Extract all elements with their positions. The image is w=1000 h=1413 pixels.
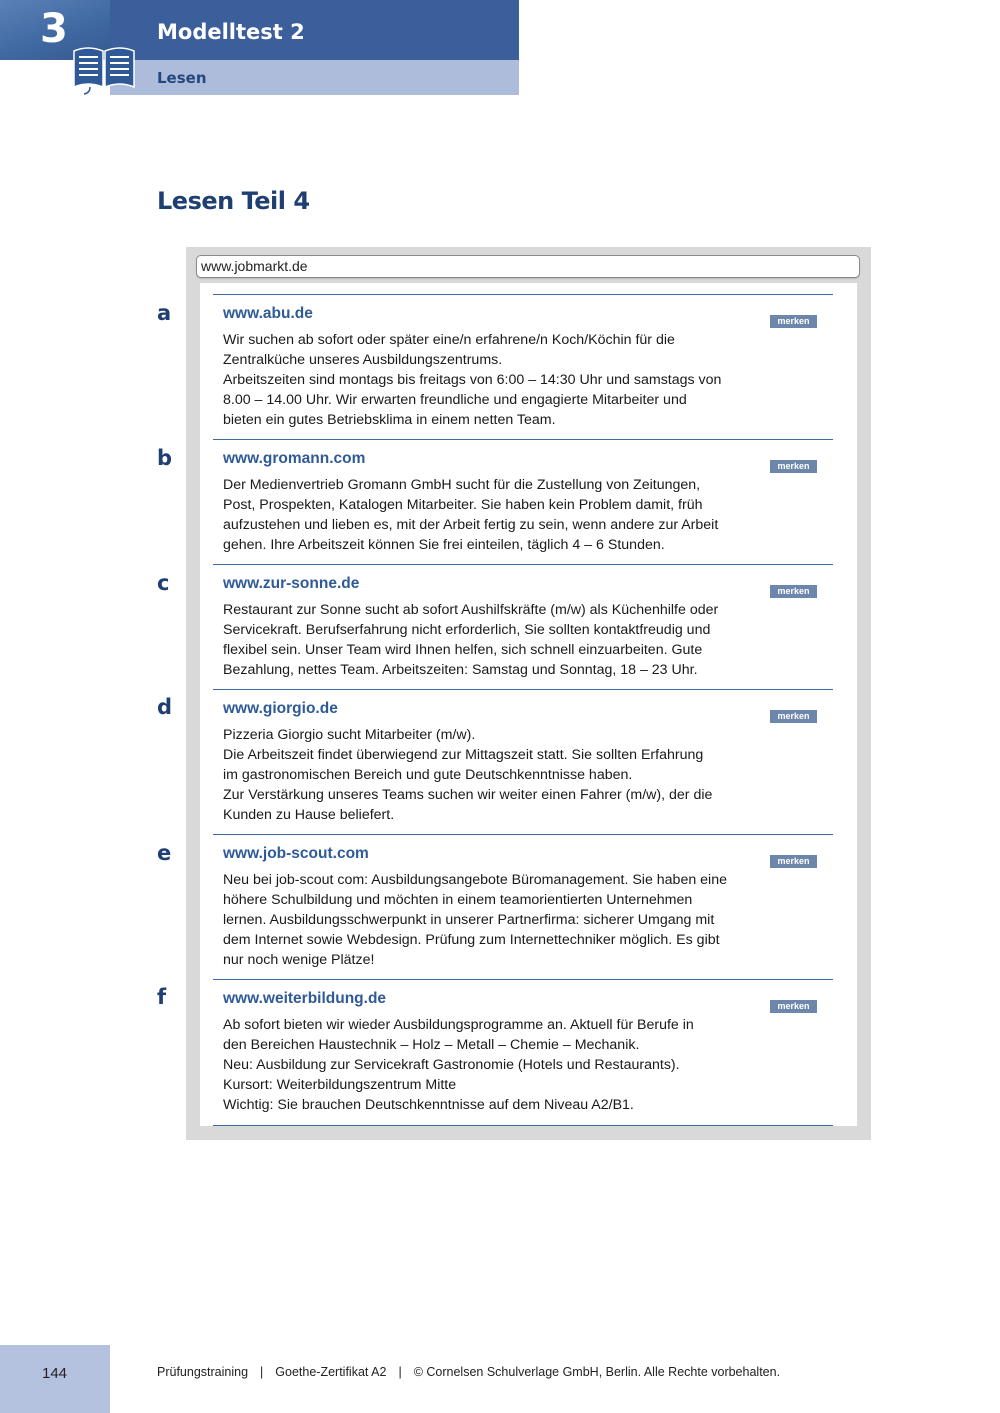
address-bar[interactable] (196, 255, 860, 278)
header-title-bar (110, 0, 519, 60)
ad-text: Restaurant zur Sonne sucht ab sofort Aushilfskräfte (m/w) als Küchenhilfe oder Servicekraft. Berufserfahrung nicht erforderlich, Sie sollten kontaktfreudig und flexibel sein. Unser Team wird Ihnen helfen, sich schnell einzuarbeiten. Gute Bezahlung, nettes Team. Arbeitszeiten: Samstag und Sonntag, 18 – 23 Uhr. (223, 602, 719, 678)
page-number: 144 (42, 1365, 68, 1382)
merken-button[interactable]: merken (770, 460, 817, 473)
ad-text: Pizzeria Giorgio sucht Mitarbeiter (m/w). Die Arbeitszeit findet überwiegend zur Mittagszeit statt. Sie sollten Erfahrung im gastronomischen Bereich und gute Deutschkenntnisse haben. Zur Verstärkung unseres Teams suchen wir weiter einen Fahrer (m/w), der die Kunden zu Hause beliefert. (223, 727, 713, 823)
ad-letter-e: e (157, 841, 172, 865)
ad-url[interactable]: www.zur-sonne.de (223, 575, 360, 592)
merken-button[interactable]: merken (770, 315, 817, 328)
ad-letter-a: a (157, 301, 172, 325)
ad-url[interactable]: www.giorgio.de (223, 700, 338, 717)
merken-button[interactable]: merken (770, 1000, 817, 1013)
ad-text: Neu bei job-scout com: Ausbildungsangebote Büromanagement. Sie haben eine höhere Schulbildung und möchten in einem teamorientierten Unternehmen lernen. Ausbildungsschwerpunkt in unserer Partnerfirma: sicherer Umgang mit dem Internet sowie Webdesign. Prüfung zum Internettechniker möglich. Es gibt nur noch wenige Plätze! (223, 872, 727, 968)
ad-text: Wir suchen ab sofort oder später eine/n erfahrene/n Koch/Köchin für die Zentralküche unseres Ausbildungszentrums. Arbeitszeiten sind montags bis freitags von 6:00 – 14:30 Uhr und samstags von 8.00 – 14.00 Uhr. Wir erwarten freundliche und engagierte Mitarbeiter und bieten ein gutes Betriebsklima in einem netten Team. (223, 332, 722, 428)
merken-button[interactable]: merken (770, 585, 817, 598)
merken-button[interactable]: merken (770, 855, 817, 868)
ad-url[interactable]: www.abu.de (223, 305, 313, 322)
footer-part-1: Prüfungstraining (157, 1365, 249, 1379)
ad-letter-c: c (157, 571, 170, 595)
job-ad-e (213, 834, 833, 980)
open-book-icon (70, 43, 138, 95)
list-end-divider (213, 1125, 833, 1126)
ad-letter-b: b (157, 446, 173, 470)
ad-text: Der Medienvertrieb Gromann GmbH sucht für die Zustellung von Zeitungen, Post, Prospekten, Katalogen Mitarbeiter. Sie haben kein Problem damit, früh aufzustehen und lieben es, mit der Arbeit fertig zu sein, wenn andere zur Arbeit gehen. Ihre Arbeitszeit können Sie frei einteilen, täglich 4 – 6 Stunden. (223, 477, 719, 553)
ad-url[interactable]: www.gromann.com (223, 450, 366, 467)
job-ad-d (213, 689, 833, 835)
header-subtitle-bar (110, 60, 519, 95)
job-ad-a (213, 294, 833, 440)
chapter-number: 3 (40, 6, 68, 52)
address-bar-url: www.jobmarkt.de (201, 258, 308, 274)
page-number-box (0, 1345, 110, 1413)
footer-text: Prüfungstraining | Goethe-Zertifikat A2 | © Cornelsen Schulverlage GmbH, Berlin. Alle Rechte vorbehalten. (157, 1365, 781, 1379)
job-ad-c (213, 564, 833, 690)
section-title: Lesen Teil 4 (157, 187, 310, 215)
job-ad-f (213, 979, 833, 1126)
ad-text: Ab sofort bieten wir wieder Ausbildungsprogramme an. Aktuell für Berufe in den Bereichen Haustechnik – Holz – Metall – Chemie – Mechanik. Neu: Ausbildung zur Servicekraft Gastronomie (Hotels und Restaurants). Kursort: Weiterbildungszentrum Mitte Wichtig: Sie brauchen Deutschkenntnisse auf dem Niveau A2/B1. (223, 1017, 694, 1113)
header-subtitle: Lesen (157, 69, 207, 87)
ad-letter-d: d (157, 695, 173, 719)
ad-letter-f: f (157, 985, 167, 1009)
ad-url[interactable]: www.job-scout.com (223, 845, 369, 862)
header-title: Modelltest 2 (157, 20, 305, 44)
job-ad-b (213, 439, 833, 565)
footer-copyright: © Cornelsen Schulverlage GmbH, Berlin. Alle Rechte vorbehalten. (413, 1365, 781, 1379)
footer-part-2: Goethe-Zertifikat A2 (275, 1365, 387, 1379)
ad-url[interactable]: www.weiterbildung.de (223, 990, 387, 1007)
merken-button[interactable]: merken (770, 710, 817, 723)
